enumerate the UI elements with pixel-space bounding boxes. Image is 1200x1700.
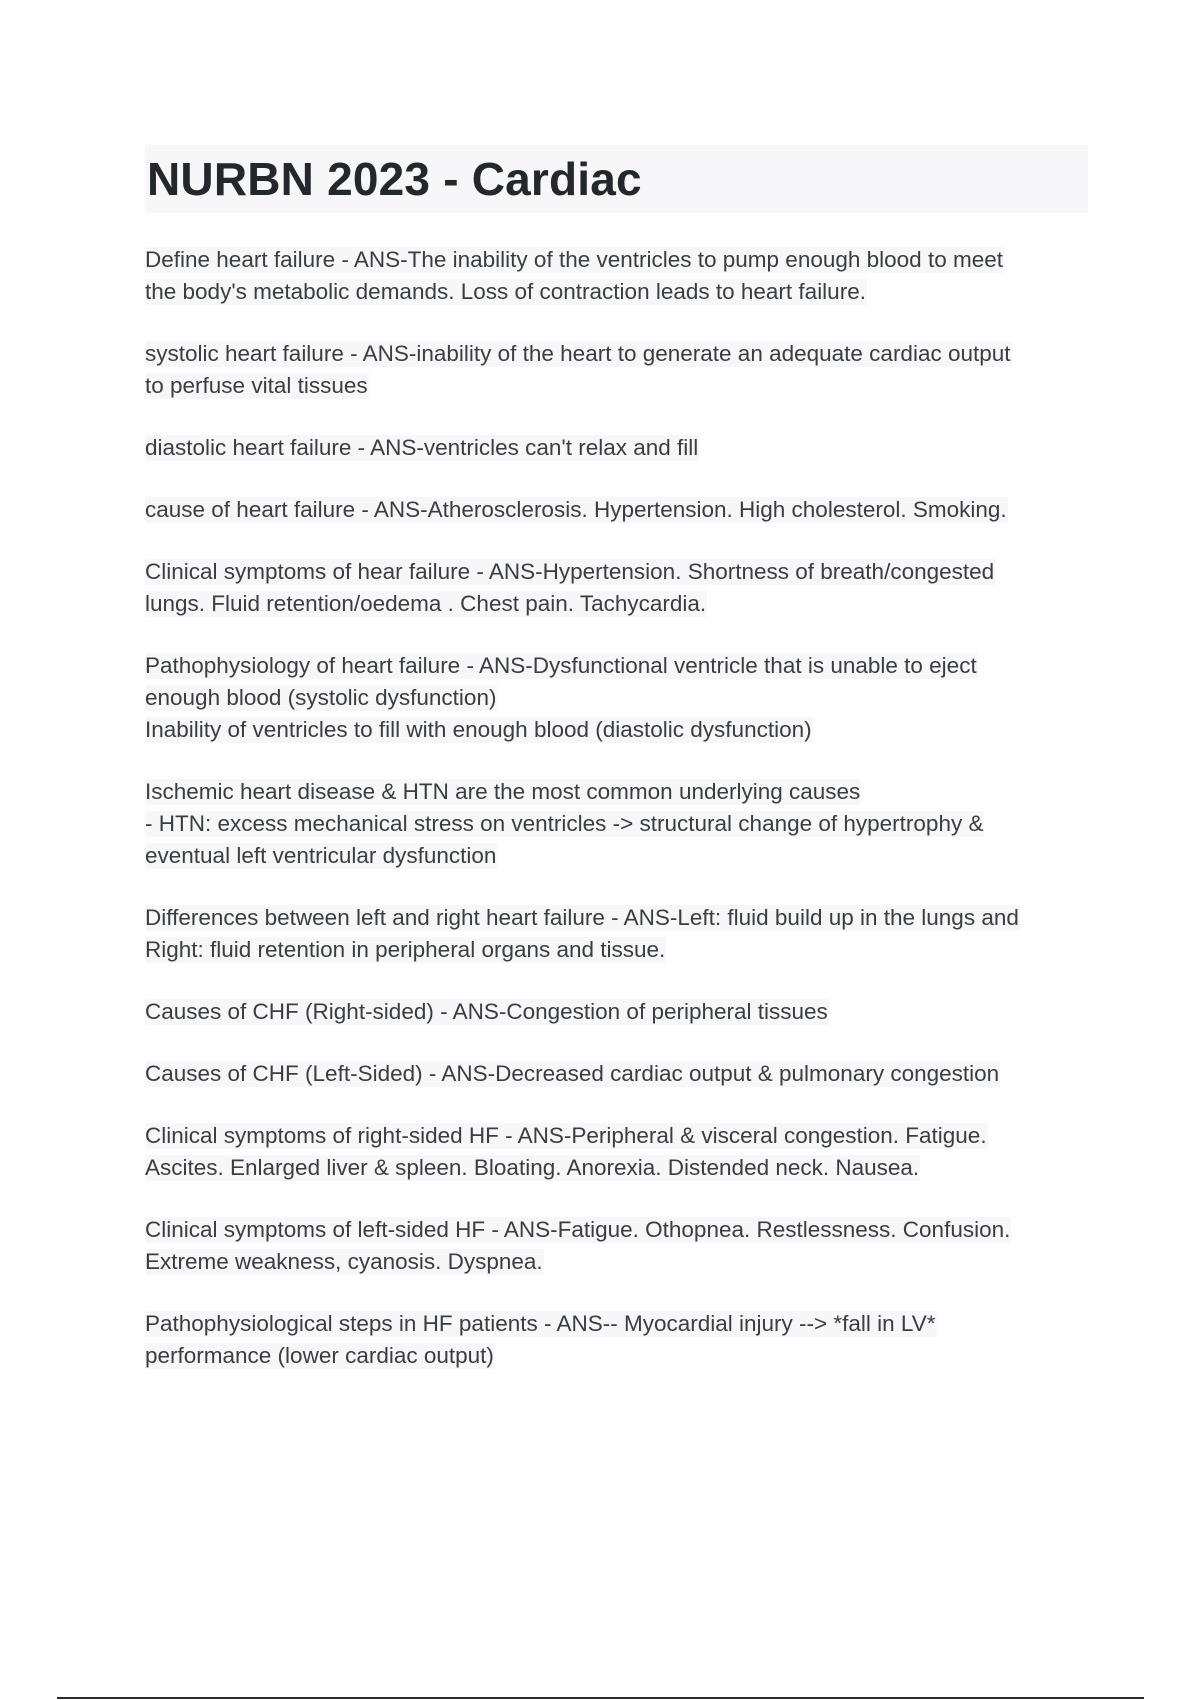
qa-entry xyxy=(145,338,1095,402)
qa-entry-text: Right: fluid retention in peripheral organs and tissue. xyxy=(145,937,666,962)
qa-entry xyxy=(145,432,1095,464)
qa-entry-text: enough blood (systolic dysfunction) xyxy=(145,685,497,710)
qa-entry-line xyxy=(145,494,1095,526)
qa-entry-text: Causes of CHF (Right-sided) - ANS-Congestion of peripheral tissues xyxy=(145,999,828,1024)
qa-entry xyxy=(145,1214,1095,1278)
qa-entry-text: Differences between left and right heart failure - ANS-Left: fluid build up in the lungs and xyxy=(145,905,1019,930)
qa-entry xyxy=(145,494,1095,526)
qa-entry-line xyxy=(145,840,1095,872)
qa-entry-text: eventual left ventricular dysfunction xyxy=(145,843,497,868)
qa-entry xyxy=(145,1308,1095,1372)
qa-entry-text: to perfuse vital tissues xyxy=(145,373,368,398)
qa-entry-line xyxy=(145,714,1095,746)
qa-entry-text: Define heart failure - ANS-The inability of the ventricles to pump enough blood to meet xyxy=(145,247,1003,272)
qa-entry-line xyxy=(145,244,1095,276)
qa-entry xyxy=(145,776,1095,872)
qa-entry xyxy=(145,556,1095,620)
qa-entry-text: - HTN: excess mechanical stress on ventricles -> structural change of hypertrophy & xyxy=(145,811,984,836)
qa-entry-text: performance (lower cardiac output) xyxy=(145,1343,494,1368)
qa-entry-line xyxy=(145,432,1095,464)
qa-entry-line xyxy=(145,370,1095,402)
qa-entry-line xyxy=(145,1246,1095,1278)
qa-entry xyxy=(145,650,1095,746)
qa-entry-line xyxy=(145,588,1095,620)
qa-entry-line xyxy=(145,934,1095,966)
qa-entry-text: lungs. Fluid retention/oedema . Chest pain. Tachycardia. xyxy=(145,591,707,616)
qa-entry xyxy=(145,1120,1095,1184)
qa-entry-line xyxy=(145,1152,1095,1184)
document-body xyxy=(145,244,1095,1402)
qa-entry-text: systolic heart failure - ANS-inability of the heart to generate an adequate cardiac output xyxy=(145,341,1011,366)
qa-entry-line xyxy=(145,808,1095,840)
qa-entry-text: Pathophysiological steps in HF patients - ANS-- Myocardial injury --> *fall in LV* xyxy=(145,1311,936,1336)
qa-entry-line xyxy=(145,776,1095,808)
qa-entry-line xyxy=(145,902,1095,934)
page-title: NURBN 2023 - Cardiac xyxy=(147,153,642,205)
qa-entry xyxy=(145,1058,1095,1090)
title-block xyxy=(145,145,1088,213)
qa-entry-line xyxy=(145,1120,1095,1152)
footer-divider xyxy=(57,1697,1144,1699)
qa-entry-line xyxy=(145,1214,1095,1246)
qa-entry-text: the body's metabolic demands. Loss of contraction leads to heart failure. xyxy=(145,279,866,304)
qa-entry-line xyxy=(145,650,1095,682)
qa-entry-text: Ischemic heart disease & HTN are the most common underlying causes xyxy=(145,779,861,804)
qa-entry xyxy=(145,996,1095,1028)
qa-entry-text: Clinical symptoms of hear failure - ANS-Hypertension. Shortness of breath/congested xyxy=(145,559,995,584)
qa-entry-line xyxy=(145,556,1095,588)
qa-entry-text: cause of heart failure - ANS-Atherosclerosis. Hypertension. High cholesterol. Smoking. xyxy=(145,497,1007,522)
qa-entry-text: diastolic heart failure - ANS-ventricles can't relax and fill xyxy=(145,435,699,460)
qa-entry xyxy=(145,244,1095,308)
qa-entry-text: Clinical symptoms of left-sided HF - ANS-Fatigue. Othopnea. Restlessness. Confusion. xyxy=(145,1217,1011,1242)
qa-entry-text: Pathophysiology of heart failure - ANS-Dysfunctional ventricle that is unable to eject xyxy=(145,653,977,678)
qa-entry-text: Inability of ventricles to fill with enough blood (diastolic dysfunction) xyxy=(145,717,812,742)
qa-entry-line xyxy=(145,338,1095,370)
qa-entry-text: Ascites. Enlarged liver & spleen. Bloating. Anorexia. Distended neck. Nausea. xyxy=(145,1155,920,1180)
qa-entry-line xyxy=(145,996,1095,1028)
qa-entry-line xyxy=(145,276,1095,308)
qa-entry-text: Extreme weakness, cyanosis. Dyspnea. xyxy=(145,1249,543,1274)
qa-entry-text: Causes of CHF (Left-Sided) - ANS-Decreased cardiac output & pulmonary congestion xyxy=(145,1061,1000,1086)
qa-entry-line xyxy=(145,1340,1095,1372)
qa-entry-line xyxy=(145,682,1095,714)
qa-entry xyxy=(145,902,1095,966)
qa-entry-line xyxy=(145,1058,1095,1090)
qa-entry-text: Clinical symptoms of right-sided HF - ANS-Peripheral & visceral congestion. Fatigue. xyxy=(145,1123,987,1148)
qa-entry-line xyxy=(145,1308,1095,1340)
